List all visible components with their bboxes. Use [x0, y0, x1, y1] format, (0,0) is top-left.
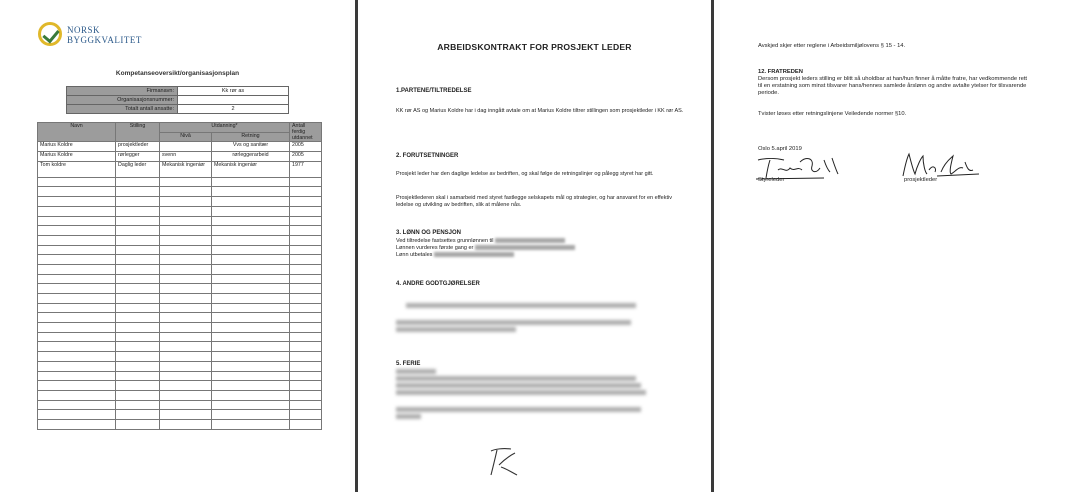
section-3-line-1 — [396, 238, 686, 245]
logo-line2: BYGGKVALITET — [67, 35, 142, 45]
empty-table-row — [38, 410, 322, 420]
empty-cell — [38, 255, 116, 265]
empty-cell — [290, 294, 322, 304]
section-5-heading: 5. FERIE — [396, 361, 421, 367]
empty-cell — [38, 274, 116, 284]
dismissal-text: Avskjed skjer etter reglene i Arbeidsmiljølovens § 15 - 14. — [758, 43, 906, 49]
cell-stilling: Daglig leder — [116, 161, 160, 177]
empty-cell — [116, 216, 160, 226]
col-header-antall-line2: ferdig — [292, 129, 306, 135]
empty-cell — [116, 245, 160, 255]
empty-cell — [38, 303, 116, 313]
cell-navn: Tom koldre — [38, 161, 116, 177]
empty-cell — [160, 255, 212, 265]
empty-cell — [116, 361, 160, 371]
empty-cell — [116, 313, 160, 323]
empty-cell — [38, 313, 116, 323]
empty-cell — [38, 352, 116, 362]
empty-cell — [160, 323, 212, 333]
empty-cell — [212, 352, 290, 362]
empty-table-row — [38, 371, 322, 381]
empty-cell — [160, 294, 212, 304]
signature-label-prosjektleder: prosjektleder — [904, 177, 938, 183]
section-2-text-2: Prosjektlederen skal i samarbeid med styret fastlegge selskapets mål og strategier, og har ansvaret for en effektiv ledelse og utvikling av bedriften, slik at målene nås. — [396, 195, 672, 208]
empty-cell — [38, 187, 116, 197]
empty-cell — [160, 361, 212, 371]
empty-table-row — [38, 419, 322, 429]
redacted-block — [396, 369, 646, 397]
empty-cell — [116, 342, 160, 352]
empty-cell — [160, 187, 212, 197]
empty-cell — [38, 264, 116, 274]
cell-aar: 2005 — [290, 152, 322, 162]
empty-cell — [38, 381, 116, 391]
empty-cell — [212, 197, 290, 207]
empty-cell — [38, 206, 116, 216]
handwritten-initials — [483, 445, 523, 480]
section-1-heading: 1.PARTENE/TILTREDELSE — [396, 88, 472, 94]
section-1-text: KK rør AS og Marius Koldre har i dag inngått avtale om at Marius Koldre tiltrer stillingen som prosjektleder i KK rør AS. — [396, 108, 684, 114]
empty-cell — [38, 197, 116, 207]
empty-table-row — [38, 216, 322, 226]
empty-cell — [290, 274, 322, 284]
empty-cell — [290, 419, 322, 429]
dispute-text: Tvister løses etter retningslinjene Veiledende normer §10. — [758, 111, 907, 117]
competence-table — [37, 122, 322, 430]
page-employment-contract — [358, 0, 711, 492]
empty-cell — [212, 342, 290, 352]
col-header-niva: Nivå — [160, 132, 212, 142]
empty-table-row — [38, 197, 322, 207]
empty-table-row — [38, 274, 322, 284]
empty-cell — [212, 332, 290, 342]
empty-cell — [212, 390, 290, 400]
cell-aar: 2005 — [290, 142, 322, 152]
empty-cell — [290, 197, 322, 207]
company-info-table — [66, 86, 289, 114]
empty-cell — [38, 294, 116, 304]
empty-cell — [212, 264, 290, 274]
info-label: Totalt antall ansatte: — [67, 105, 178, 114]
empty-cell — [160, 235, 212, 245]
empty-cell — [116, 303, 160, 313]
empty-cell — [116, 371, 160, 381]
empty-cell — [116, 226, 160, 236]
col-header-antall-line3: utdannet — [292, 135, 313, 141]
empty-cell — [116, 390, 160, 400]
contract-title: ARBEIDSKONTRAKT FOR PROSJEKT LEDER — [437, 42, 632, 52]
section-12-text: Dersom prosjekt leders stilling er blitt så uholdbar at han/hun finner å måtte fratre, har vedkommende rett til en erstatning som minst tilsvarer hans/hennes samlede årslønn og andre avtalte ytelser for tilsvarende periode. — [758, 76, 1028, 96]
empty-table-row — [38, 294, 322, 304]
cell-retning: rørleggerarbeid — [212, 152, 290, 162]
empty-cell — [160, 410, 212, 420]
empty-table-row — [38, 245, 322, 255]
empty-table-row — [38, 226, 322, 236]
empty-table-row — [38, 361, 322, 371]
info-value — [178, 96, 289, 105]
empty-cell — [116, 284, 160, 294]
empty-cell — [212, 255, 290, 265]
empty-cell — [290, 206, 322, 216]
empty-cell — [160, 332, 212, 342]
empty-table-row — [38, 332, 322, 342]
cell-niva — [160, 142, 212, 152]
empty-cell — [290, 235, 322, 245]
empty-cell — [160, 400, 212, 410]
section-2-heading: 2. FORUTSETNINGER — [396, 153, 459, 159]
empty-cell — [290, 390, 322, 400]
empty-cell — [116, 177, 160, 187]
empty-cell — [116, 419, 160, 429]
empty-cell — [38, 235, 116, 245]
empty-cell — [290, 323, 322, 333]
empty-table-row — [38, 352, 322, 362]
norsk-byggkvalitet-logo — [38, 22, 142, 52]
empty-cell — [160, 342, 212, 352]
empty-cell — [38, 400, 116, 410]
empty-cell — [212, 294, 290, 304]
empty-cell — [290, 381, 322, 391]
empty-cell — [212, 274, 290, 284]
section-12-heading: 12. FRATREDEN — [758, 69, 803, 75]
empty-cell — [290, 313, 322, 323]
empty-cell — [290, 255, 322, 265]
empty-cell — [160, 313, 212, 323]
empty-cell — [38, 245, 116, 255]
empty-cell — [212, 226, 290, 236]
empty-cell — [160, 390, 212, 400]
col-header-antall — [290, 123, 322, 142]
empty-cell — [160, 371, 212, 381]
redacted-block — [396, 303, 636, 310]
empty-cell — [38, 419, 116, 429]
cell-retning: Vvs og sanitær — [212, 142, 290, 152]
redacted-block — [396, 320, 631, 334]
empty-cell — [212, 361, 290, 371]
empty-cell — [212, 381, 290, 391]
empty-cell — [116, 255, 160, 265]
empty-cell — [116, 381, 160, 391]
empty-cell — [160, 352, 212, 362]
empty-table-row — [38, 284, 322, 294]
empty-cell — [116, 352, 160, 362]
empty-cell — [160, 303, 212, 313]
empty-table-row — [38, 255, 322, 265]
cell-stilling: rørlegger — [116, 152, 160, 162]
table-row — [38, 161, 322, 177]
empty-cell — [290, 342, 322, 352]
empty-cell — [38, 410, 116, 420]
empty-table-row — [38, 323, 322, 333]
col-header-antall-line1: Antall — [292, 123, 306, 129]
empty-cell — [290, 284, 322, 294]
empty-table-row — [38, 313, 322, 323]
empty-cell — [116, 400, 160, 410]
empty-cell — [212, 400, 290, 410]
empty-table-row — [38, 342, 322, 352]
empty-cell — [38, 216, 116, 226]
cell-stilling: prosjektleder — [116, 142, 160, 152]
empty-cell — [116, 187, 160, 197]
empty-cell — [290, 177, 322, 187]
empty-cell — [212, 313, 290, 323]
empty-cell — [160, 381, 212, 391]
empty-cell — [160, 206, 212, 216]
empty-cell — [116, 264, 160, 274]
empty-cell — [290, 352, 322, 362]
empty-cell — [290, 216, 322, 226]
empty-cell — [160, 245, 212, 255]
empty-table-row — [38, 206, 322, 216]
section-3-heading: 3. LØNN OG PENSJON — [396, 230, 462, 236]
empty-cell — [290, 226, 322, 236]
empty-cell — [160, 216, 212, 226]
table-row — [38, 152, 322, 162]
empty-table-row — [38, 303, 322, 313]
empty-cell — [160, 264, 212, 274]
empty-cell — [38, 342, 116, 352]
empty-cell — [212, 371, 290, 381]
empty-cell — [116, 235, 160, 245]
empty-table-row — [38, 235, 322, 245]
logo-line1: NORSK — [67, 25, 101, 35]
section-2-text-1: Prosjekt leder har den daglige ledelse av bedriften, og skal følge de retningslinjer og pålegg styret har gitt. — [396, 171, 654, 177]
empty-cell — [290, 400, 322, 410]
empty-cell — [212, 206, 290, 216]
empty-cell — [38, 332, 116, 342]
empty-table-row — [38, 381, 322, 391]
empty-cell — [212, 323, 290, 333]
empty-cell — [290, 264, 322, 274]
empty-table-row — [38, 177, 322, 187]
info-label: Firmanavn: — [67, 87, 178, 96]
empty-cell — [38, 371, 116, 381]
cell-niva: svenn — [160, 152, 212, 162]
empty-cell — [212, 245, 290, 255]
redacted-text — [495, 238, 565, 243]
empty-table-row — [38, 264, 322, 274]
cell-aar: 1977 — [290, 161, 322, 177]
empty-cell — [212, 187, 290, 197]
redacted-block — [396, 407, 641, 421]
col-header-retning: Retning — [212, 132, 290, 142]
page-competence-overview — [0, 0, 355, 492]
empty-cell — [160, 177, 212, 187]
empty-cell — [160, 419, 212, 429]
empty-cell — [38, 226, 116, 236]
empty-cell — [290, 303, 322, 313]
empty-cell — [116, 410, 160, 420]
empty-cell — [290, 187, 322, 197]
empty-cell — [290, 410, 322, 420]
payment-label: Lønn utbetales — [396, 252, 433, 258]
place-date: Oslo 5.april 2019 — [758, 146, 802, 152]
signature-label-styreleder: Styreleder — [758, 177, 785, 183]
empty-cell — [116, 323, 160, 333]
empty-cell — [116, 294, 160, 304]
cell-navn: Marius Koldre — [38, 152, 116, 162]
info-value: Kk rør as — [178, 87, 289, 96]
empty-cell — [38, 361, 116, 371]
empty-cell — [212, 419, 290, 429]
empty-cell — [116, 197, 160, 207]
empty-cell — [290, 245, 322, 255]
redacted-text — [434, 252, 514, 257]
cell-niva: Mekanisk ingeniør — [160, 161, 212, 177]
empty-table-row — [38, 400, 322, 410]
empty-cell — [160, 284, 212, 294]
empty-cell — [38, 177, 116, 187]
empty-cell — [116, 206, 160, 216]
col-header-navn: Navn — [38, 123, 116, 142]
checkmark-icon — [38, 22, 62, 46]
table-row — [38, 142, 322, 152]
empty-cell — [116, 332, 160, 342]
page-contract-end — [714, 0, 1067, 492]
empty-cell — [290, 332, 322, 342]
cell-retning: Mekanisk ingeniør — [212, 161, 290, 177]
section-3-line-3 — [396, 252, 686, 259]
info-label: Organisasjonsnummer: — [67, 96, 178, 105]
salary-label: Ved tiltredelse fastsettes grunnlønnen til — [396, 238, 494, 244]
empty-cell — [212, 303, 290, 313]
section-3-line-2 — [396, 245, 686, 252]
empty-cell — [212, 235, 290, 245]
page-title: Kompetanseoversikt/organisasjonsplan — [115, 70, 240, 77]
empty-cell — [160, 274, 212, 284]
col-header-utdanning: Utdanning* — [160, 123, 290, 133]
empty-cell — [290, 361, 322, 371]
empty-cell — [212, 284, 290, 294]
empty-cell — [160, 226, 212, 236]
empty-cell — [160, 197, 212, 207]
empty-cell — [212, 410, 290, 420]
empty-cell — [290, 371, 322, 381]
empty-cell — [38, 323, 116, 333]
info-value: 2 — [178, 105, 289, 114]
cell-navn: Marius Koldre — [38, 142, 116, 152]
empty-cell — [38, 284, 116, 294]
empty-cell — [212, 216, 290, 226]
col-header-stilling: Stilling — [116, 123, 160, 142]
section-4-heading: 4. ANDRE GODTGJØRELSER — [396, 281, 480, 287]
empty-rows — [38, 177, 322, 429]
review-label: Lønnen vurderes første gang er — [396, 245, 474, 251]
empty-table-row — [38, 187, 322, 197]
redacted-text — [475, 245, 575, 250]
empty-cell — [116, 274, 160, 284]
empty-cell — [212, 177, 290, 187]
empty-table-row — [38, 390, 322, 400]
empty-cell — [38, 390, 116, 400]
